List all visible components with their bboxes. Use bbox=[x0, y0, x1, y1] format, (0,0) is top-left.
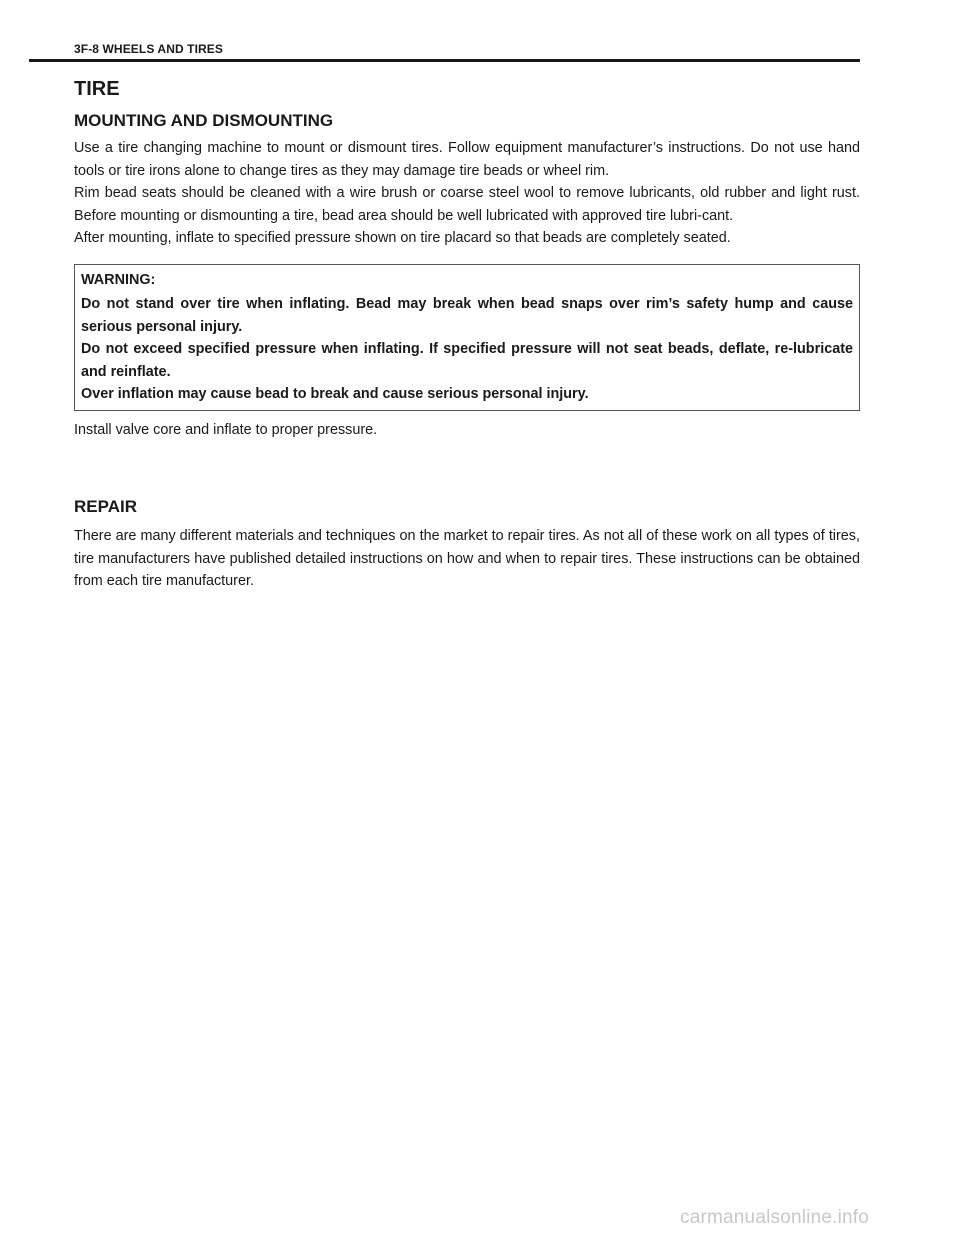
mounting-heading: MOUNTING AND DISMOUNTING bbox=[74, 111, 334, 130]
section-title: TIRE bbox=[74, 78, 120, 100]
repair-section bbox=[74, 497, 860, 593]
warning-label: WARNING: bbox=[81, 271, 156, 288]
warning-line-1: Do not stand over tire when inflating. Bead may break when bead snaps over rim’s safety hump and cause serious personal injury. bbox=[81, 296, 853, 335]
repair-heading: REPAIR bbox=[74, 497, 137, 516]
mounting-section bbox=[74, 111, 860, 441]
warning-box bbox=[74, 264, 860, 411]
after-warning-text: Install valve core and inflate to proper pressure. bbox=[74, 421, 378, 438]
watermark: carmanualsonline.info bbox=[680, 1207, 870, 1228]
running-header: 3F-8 WHEELS AND TIRES bbox=[74, 42, 224, 56]
warning-line-3: Over inflation may cause bead to break and cause serious personal injury. bbox=[81, 386, 589, 402]
repair-paragraph: There are many different materials and techniques on the market to repair tires. As not all of these work on all types of tires, tire manufacturers have published detailed instructions on how and when to repair tires. These instructions can be obtained from each tire manufacturer. bbox=[74, 528, 860, 589]
mounting-paragraph-1: Use a tire changing machine to mount or dismount tires. Follow equipment manufacturer’s instructions. Do not use hand tools or tire irons alone to change tires as they may damage tire beads or wheel rim. bbox=[74, 140, 860, 179]
mounting-paragraph-3: After mounting, inflate to specified pressure shown on tire placard so that beads are completely seated. bbox=[74, 230, 731, 246]
warning-line-2: Do not exceed specified pressure when inflating. If specified pressure will not seat beads, deflate, re-lubricate and reinflate. bbox=[81, 341, 853, 380]
mounting-paragraph-2: Rim bead seats should be cleaned with a wire brush or coarse steel wool to remove lubricants, old rubber and light rust. Before mounting or dismounting a tire, bead area should be well lubricated with approved tire lubri-cant. bbox=[74, 185, 860, 224]
header-rule bbox=[29, 59, 860, 62]
